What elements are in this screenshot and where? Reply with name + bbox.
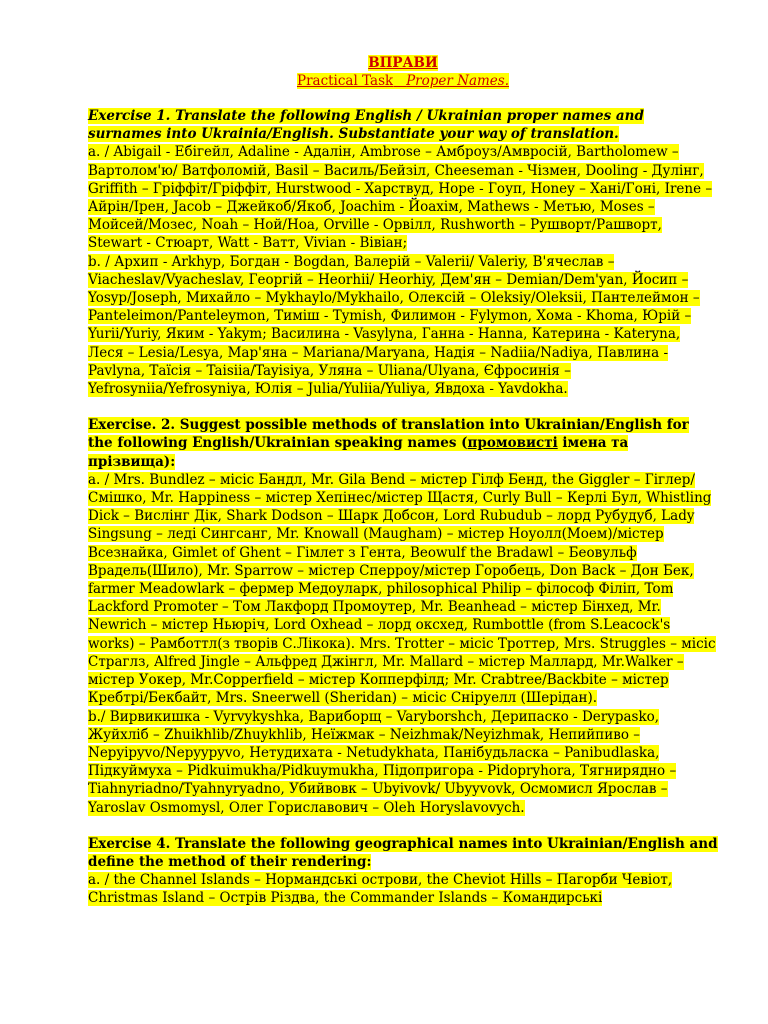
document-header <box>88 54 718 90</box>
exercise-2 <box>88 416 718 816</box>
exercise-1-part-b: b. / Архип - Arkhyp, Богдан - Bogdan, Валерій – Valerii/ Valeriy, В'ячеслав – Viacheslav/Vyacheslav, Георгій – Heorhii/ Heorhiy, Дем'ян – Demian/Dem'yan, Йосип – Yosyp/Joseph, Михайло – Mykhaylo/Mykhailo, Олексій – Oleksiy/Oleksii, Пантелеймон – Panteleimon/Panteleymon, Тиміш - Tymish, Филимон - Fylymon, Хома - Khoma, Юрій – Yurii/Yuriy, Яким - Yakym; Василина - Vasylyna, Ганна - Hanna, Катерина - Kateryna, Леся – Lesia/Lesya, Мар'яна – Mariana/Maryana, Надія – Nadiia/Nadiya, Павлина - Pavlyna, Таїсія – Taisiia/Tayisiya, Уляна – Uliana/Ulyana, Єфросинія – Yefrosyniia/Yefrosyniya, Юлія – Julia/Yuliia/Yuliya, Явдоха - Yavdokha. <box>88 253 700 398</box>
exercise-1-part-a: a. / Abigail - Ебігейл, Adaline - Адалін, Ambrose – Амброуз/Амвросій, Bartholomew – Вартолом'ю/ Ватфоломій, Basil – Василь/Бейзіл, Cheeseman - Чізмен, Dooling - Дулінг, Griffith – Гріффіт/Гріффіт, Hurstwood - Харствуд, Hope - Гоуп, Honey – Хані/Гоні, Irene – Айрін/Ірен, Jacob – Джейкоб/Якоб, Joachim - Йоахім, Mathews - Метью, Moses – Мойсей/Мозес, Noah – Ной/Ноа, Orville - Орвілл, Rushworth – Рушворт/Рашворт, Stewart - Стюарт, Watt - Ватт, Vivian - Вівіан; <box>88 144 713 252</box>
page-title: ВПРАВИ <box>368 55 438 71</box>
exercise-1 <box>88 107 718 398</box>
exercise-4-part-a: a. / the Channel Islands – Нормандські острови, the Cheviot Hills – Пагорби Чевіот, Christmas Island – Острів Різдва, the Commander Islands – Командирські <box>88 872 673 907</box>
page-subtitle-prefix: Practical Task <box>296 73 394 89</box>
exercise-2-part-b: b./ Вирвикишка - Vyrvykyshka, Вариборщ – Varyborshch, Дерипаско - Derypasko, Жуйхліб – Zhuikhlib/Zhuykhlib, Неїжмак – Neizhmak/Neyizhmak, Непийпиво – Nepyipyvo/Nepyypyvo, Нетудихата - Netudykhata, Панібудьласка – Panibudlaska, Підкуймуха – Pidkuimukha/Pidkuymukha, Підопригора - Pidopryhora, Тягнирядно – Tiahnyriadno/Tyahnyryadno, Убийвовк – Ubyivovk/ Ubyyvovk, Осмомисл Ярослав – Yaroslav Osmomysl, Олег Гориславович – Oleh Horyslavovych. <box>88 708 677 816</box>
exercise-4-heading: Exercise 4. Translate the following geographical names into Ukrainian/English and define the method of their rendering: <box>88 835 718 870</box>
exercise-2-part-a: a. / Mrs. Bundlez – місіс Бандл, Mr. Gila Bend – містер Гілф Бенд, the Giggler – Гіглер/Смішко, Mr. Happiness – містер Хепінес/містер Щастя, Curly Bull – Керлі Бул, Whistling Dick – Вислінг Дік, Shark Dodson – Шарк Добсон, Lord Rubudub – лорд Рубудуб, Lady Singsung – леді Сингсанг, Mr. Knowall (Maugham) – містер Ноуолл(Моем)/містер Всезнайка, Gimlet of Ghent – Гімлет з Гента, Beowulf the Bradawl – Беовульф Врадель(Шило), Mr. Sparrow – містер Сперроу/містер Горобець, Don Back – Дон Бек, farmer Meadowlark – фермер Медоуларк, philosophical Philip – філософ Філіп, Tom Lackford Promoter – Том Лакфорд Промоутер, Mr. Beanhead – містер Бінхед, Mr. Newrich – містер Ньюріч, Lord Oxhead – лорд оксхед, Rumbottle (from S.Leacock's works) – Рамботтл(з творів С.Лікока). Mrs. Trotter – місіс Троттер, Mrs. Struggles – місіс Стрaглз, Alfred Jingle – Альфред Джінгл, Mr. Mallard – містер Маллард, Mr.Walker – містер Уокер, Mr.Copperfield – містер Копперфілд; Mr. Crabtree/Backbite – містер Кребтрі/Бекбайт, Mrs. Sneerwell (Sheridan) – місіс Сніруелл (Шерідан). <box>88 471 716 707</box>
exercise-4 <box>88 835 718 908</box>
exercise-1-heading: Exercise 1. Translate the following English / Ukrainian proper names and surnames into Ukrainia/English. Substantiate your way of translation. <box>88 108 644 143</box>
exercise-2-heading-underlined: промовисті <box>467 435 558 452</box>
exercise-2-heading: Exercise. 2. Suggest possible methods of translation into Ukrainian/English for the following English/Ukrainian speaking names (промовисті імена та прізвища): <box>88 417 689 470</box>
page-subtitle-topic: Proper Names. <box>406 73 510 89</box>
